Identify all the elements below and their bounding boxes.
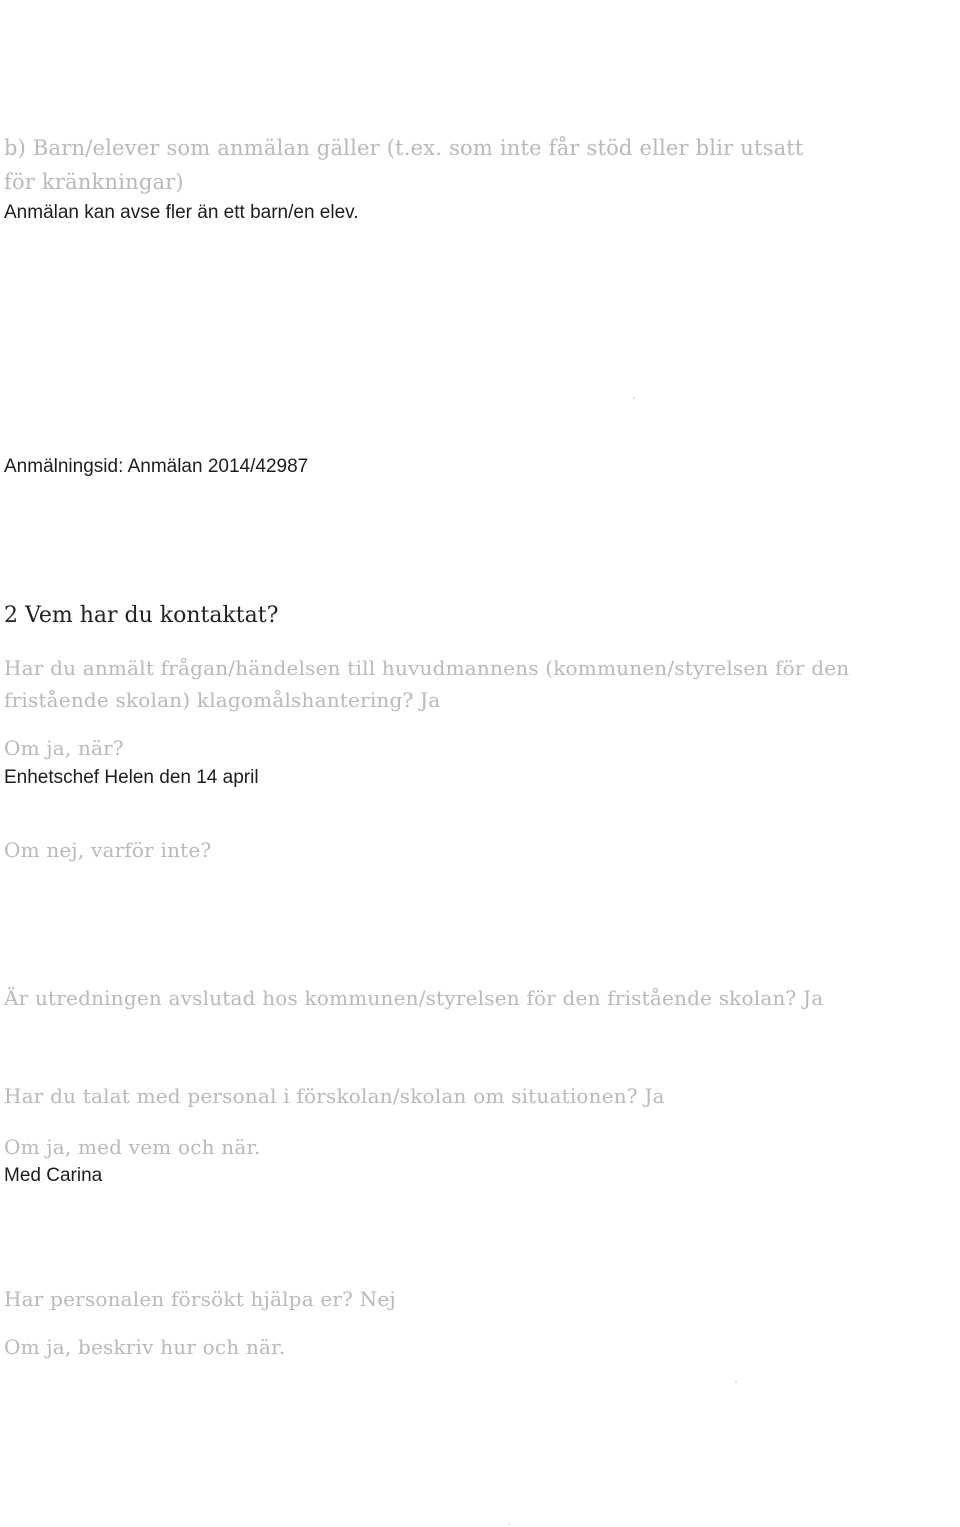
- section-2-heading: 2 Vem har du kontaktat?: [4, 603, 279, 628]
- section-b-note: Anmälan kan avse fler än ett barn/en elev.: [4, 202, 359, 223]
- answer-if-yes-who-when: Med Carina: [4, 1165, 103, 1186]
- question-talked-staff: Har du talat med personal i förskolan/skolan om situationen? Ja: [4, 1084, 665, 1108]
- scan-speck: [735, 1381, 737, 1383]
- section-b-heading-line2: för kränkningar): [4, 170, 184, 194]
- section-b-heading-line1: b) Barn/elever som anmälan gäller (t.ex. som inte får stöd eller blir utsatt: [4, 136, 804, 160]
- question-investigation: Är utredningen avslutad hos kommunen/styrelsen för den fristående skolan? Ja: [4, 986, 824, 1010]
- question-if-no-why: Om nej, varför inte?: [4, 838, 212, 862]
- question-if-yes-who-when: Om ja, med vem och när.: [4, 1135, 261, 1159]
- scan-speck: [508, 1523, 510, 1525]
- report-id: Anmälningsid: Anmälan 2014/42987: [4, 456, 309, 477]
- question-if-yes-when: Om ja, när?: [4, 736, 124, 760]
- question-staff-helped: Har personalen försökt hjälpa er? Nej: [4, 1287, 396, 1311]
- scan-speck: [633, 397, 635, 399]
- answer-if-yes-when: Enhetschef Helen den 14 april: [4, 767, 259, 788]
- question-principal-line2: fristående skolan) klagomålshantering? Ja: [4, 688, 441, 712]
- question-describe: Om ja, beskriv hur och när.: [4, 1335, 286, 1359]
- question-principal-line1: Har du anmält frågan/händelsen till huvudmannens (kommunen/styrelsen för den: [4, 656, 850, 680]
